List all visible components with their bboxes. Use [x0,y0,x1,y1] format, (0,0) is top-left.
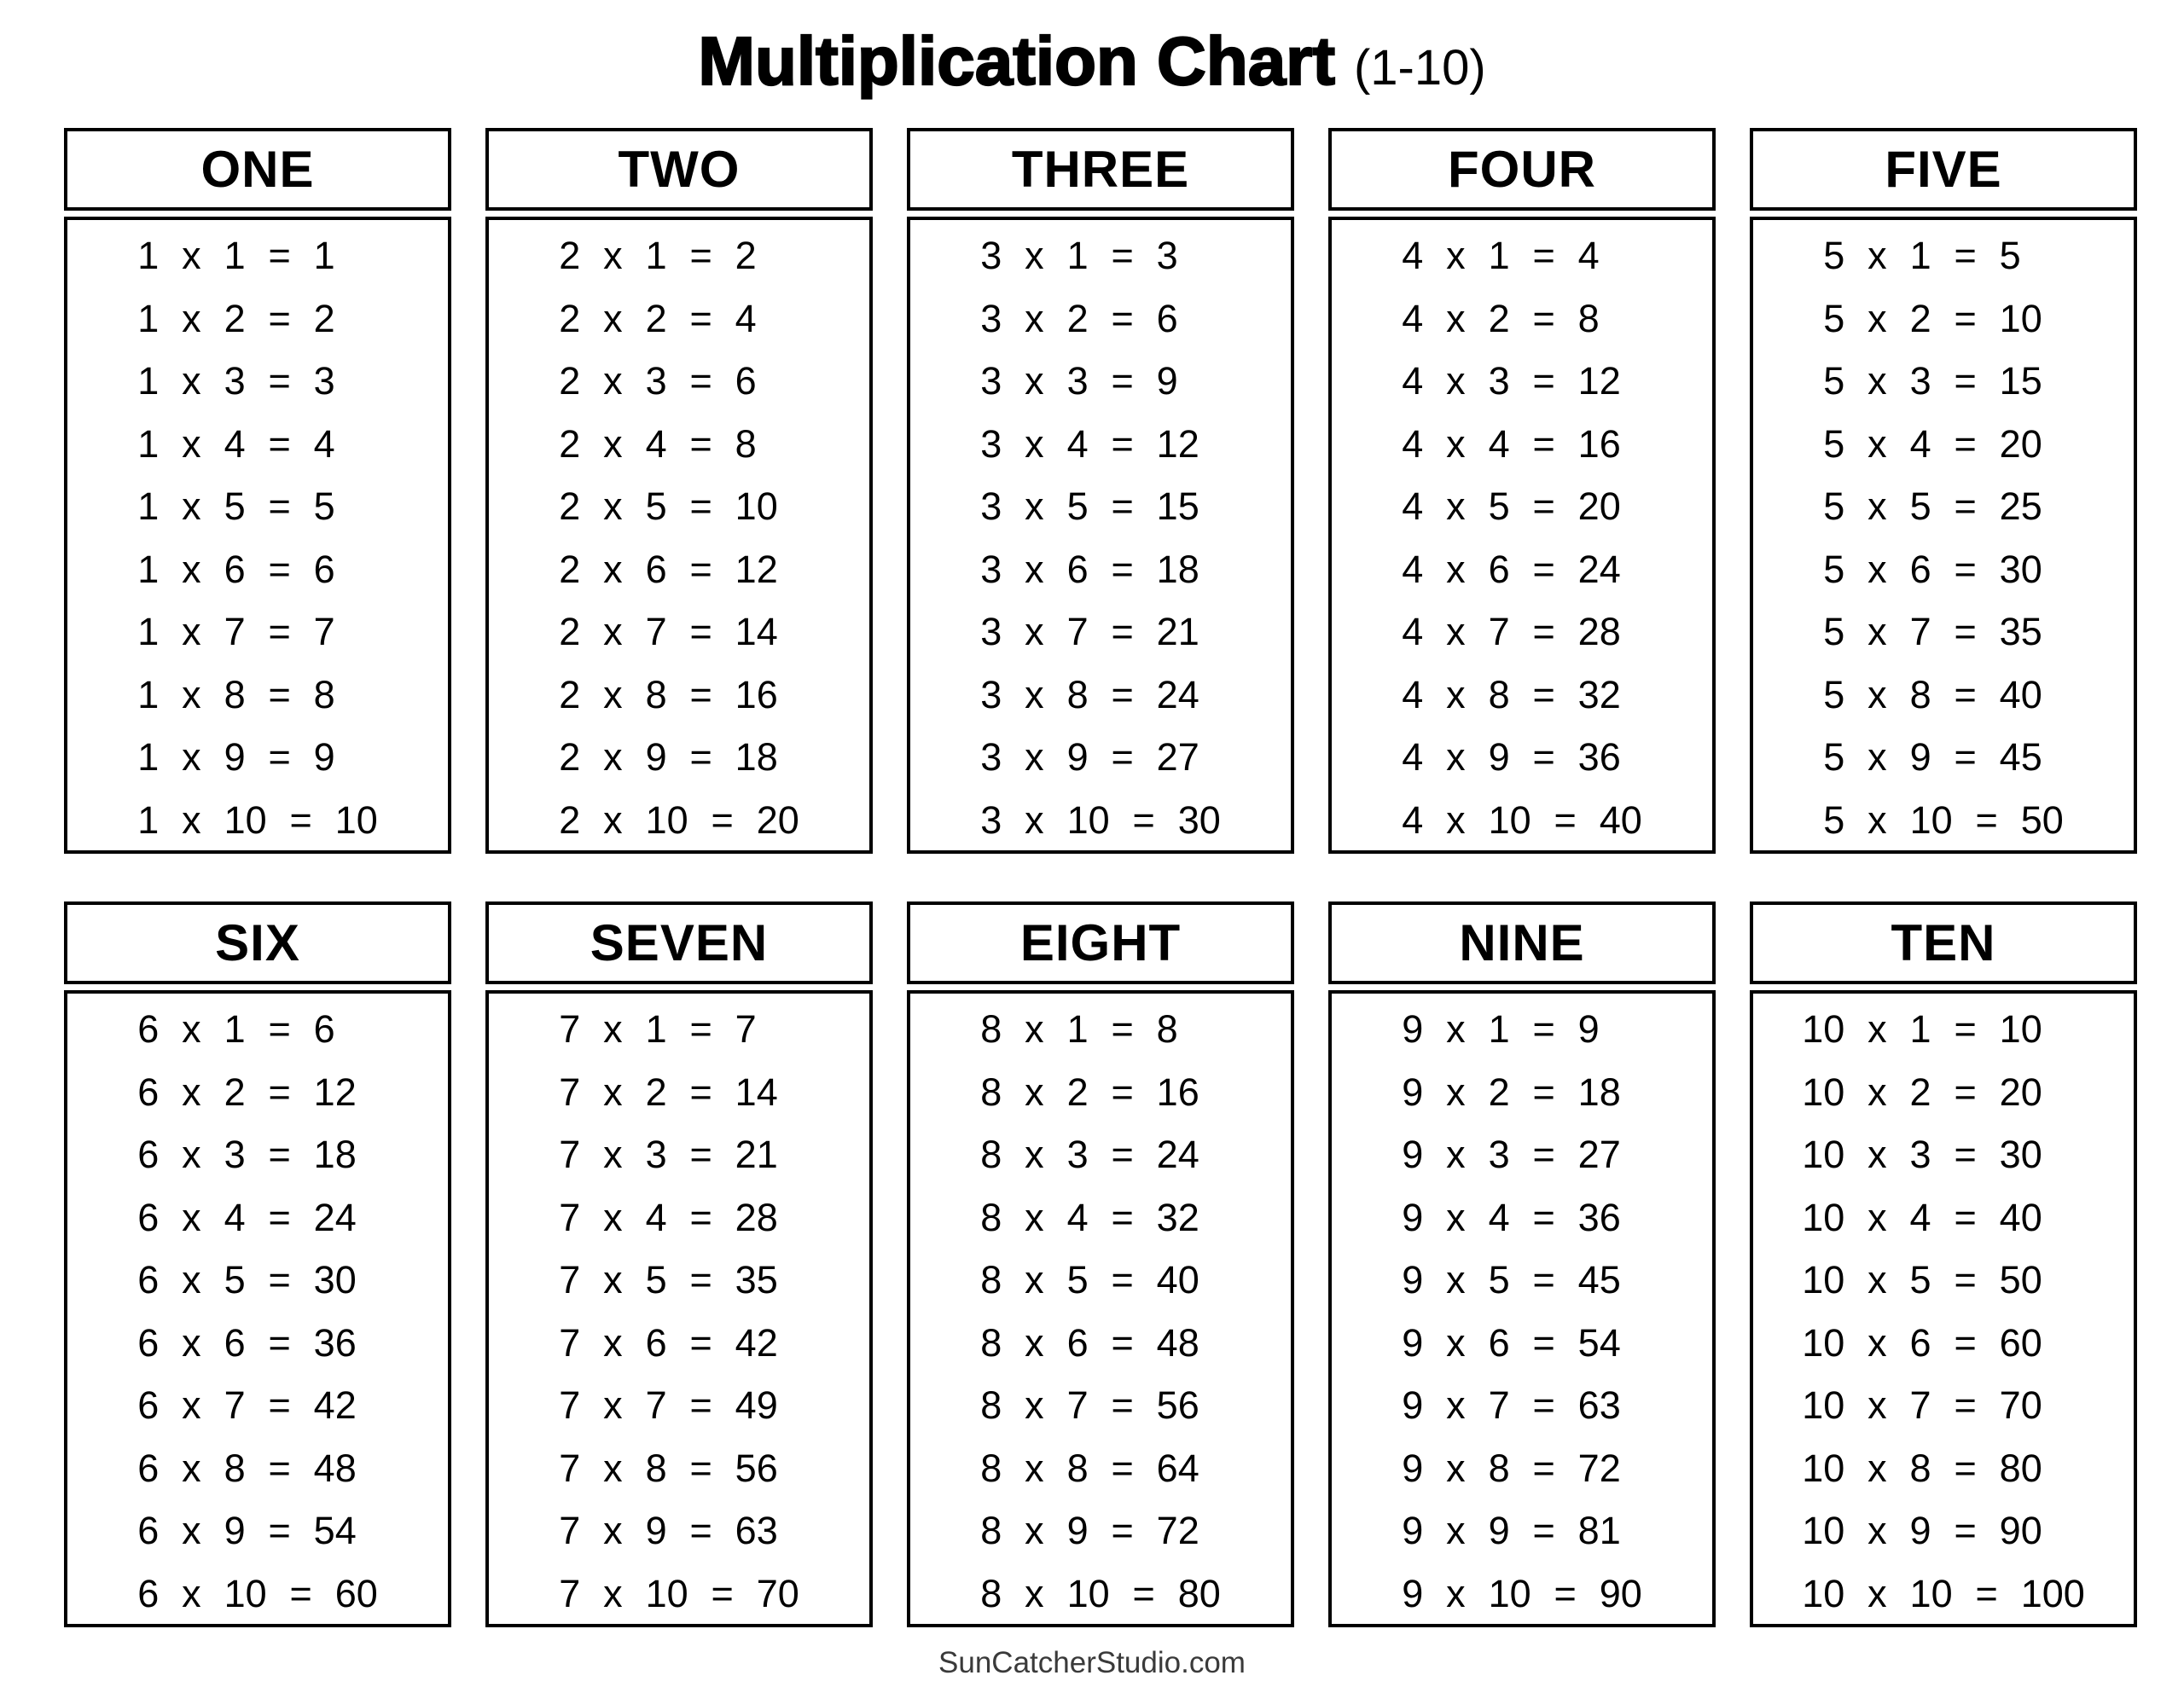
facts-list [1402,998,1642,1624]
fact-row: 10 x 10 = 100 [1802,1571,2085,1615]
fact-row: 10 x 5 = 50 [1802,1258,2042,1301]
card-two [485,128,873,854]
card-title: FOUR [1448,141,1596,198]
card-one [64,128,451,854]
footer [0,1646,2184,1680]
fact-row: 6 x 1 = 6 [137,1007,335,1051]
fact-row: 6 x 2 = 12 [137,1070,357,1114]
fact-row: 7 x 7 = 49 [559,1383,778,1427]
card-two-header [485,128,873,211]
fact-row: 3 x 8 = 24 [980,672,1199,716]
fact-row: 4 x 2 = 8 [1402,296,1600,340]
fact-row: 10 x 9 = 90 [1802,1509,2042,1552]
facts-list [137,998,378,1624]
fact-row: 8 x 8 = 64 [980,1446,1199,1490]
card-title: NINE [1459,914,1585,971]
card-two-body [485,217,873,854]
fact-row: 9 x 9 = 81 [1402,1509,1621,1552]
card-title: TEN [1891,914,1996,971]
fact-row: 10 x 2 = 20 [1802,1070,2042,1114]
fact-row: 9 x 1 = 9 [1402,1007,1600,1051]
fact-row: 9 x 3 = 27 [1402,1133,1621,1176]
card-title: SEVEN [590,914,769,971]
fact-row: 8 x 1 = 8 [980,1007,1178,1051]
fact-row: 3 x 9 = 27 [980,735,1199,779]
fact-row: 8 x 6 = 48 [980,1320,1199,1365]
fact-row: 5 x 6 = 30 [1823,547,2042,591]
fact-row: 2 x 4 = 8 [559,421,757,466]
card-five-body [1750,217,2137,854]
fact-row: 7 x 4 = 28 [559,1195,778,1239]
fact-row: 2 x 5 = 10 [559,484,778,528]
fact-row: 4 x 9 = 36 [1402,735,1621,779]
card-title: TWO [618,141,741,198]
fact-row: 6 x 3 = 18 [137,1133,357,1176]
fact-row: 6 x 8 = 48 [137,1446,357,1490]
fact-row: 4 x 5 = 20 [1402,484,1621,528]
fact-row: 1 x 2 = 2 [137,296,335,340]
fact-row: 7 x 6 = 42 [559,1320,778,1365]
fact-row: 7 x 9 = 63 [559,1509,778,1552]
fact-row: 6 x 4 = 24 [137,1195,357,1239]
card-one-header [64,128,451,211]
fact-row: 8 x 2 = 16 [980,1070,1199,1114]
fact-row: 7 x 3 = 21 [559,1133,778,1176]
card-ten [1750,901,2137,1627]
card-five-header [1750,128,2137,211]
card-seven [485,901,873,1627]
card-three [907,128,1294,854]
fact-row: 1 x 10 = 10 [137,797,378,842]
fact-row: 6 x 6 = 36 [137,1320,357,1365]
fact-row: 3 x 10 = 30 [980,797,1221,842]
fact-row: 5 x 10 = 50 [1823,797,2064,842]
fact-row: 2 x 6 = 12 [559,547,778,591]
card-three-body [907,217,1294,854]
fact-row: 3 x 2 = 6 [980,296,1178,340]
fact-row: 6 x 5 = 30 [137,1258,357,1301]
fact-row: 4 x 3 = 12 [1402,359,1621,403]
fact-row: 2 x 10 = 20 [559,797,799,842]
card-five [1750,128,2137,854]
page-title [0,0,2184,128]
card-nine [1328,901,1716,1627]
card-one-body [64,217,451,854]
card-nine-body [1328,990,1716,1627]
fact-row: 1 x 5 = 5 [137,484,335,528]
fact-row: 2 x 9 = 18 [559,735,778,779]
fact-row: 9 x 7 = 63 [1402,1383,1621,1427]
fact-row: 10 x 1 = 10 [1802,1007,2042,1051]
card-title: FIVE [1885,141,2002,198]
facts-list [559,224,799,850]
facts-list [980,998,1221,1624]
fact-row: 10 x 6 = 60 [1802,1320,2042,1365]
fact-row: 1 x 9 = 9 [137,735,335,779]
chart-title: Multiplication Chart [698,23,1335,99]
fact-row: 5 x 1 = 5 [1823,234,2021,277]
fact-row: 2 x 1 = 2 [559,234,757,277]
facts-list [559,998,799,1624]
fact-row: 3 x 1 = 3 [980,234,1178,277]
card-six-header [64,901,451,984]
fact-row: 1 x 7 = 7 [137,610,335,653]
fact-row: 3 x 3 = 9 [980,359,1178,403]
fact-row: 4 x 6 = 24 [1402,547,1621,591]
card-ten-body [1750,990,2137,1627]
fact-row: 8 x 10 = 80 [980,1571,1221,1615]
fact-row: 5 x 3 = 15 [1823,359,2042,403]
fact-row: 6 x 9 = 54 [137,1509,357,1552]
card-six [64,901,451,1627]
fact-row: 9 x 5 = 45 [1402,1258,1621,1301]
fact-row: 4 x 8 = 32 [1402,672,1621,716]
fact-row: 8 x 9 = 72 [980,1509,1199,1552]
fact-row: 5 x 7 = 35 [1823,610,2042,653]
fact-row: 9 x 8 = 72 [1402,1446,1621,1490]
facts-list [1823,224,2064,850]
fact-row: 5 x 8 = 40 [1823,672,2042,716]
card-title: SIX [215,914,300,971]
fact-row: 7 x 1 = 7 [559,1007,757,1051]
fact-row: 10 x 7 = 70 [1802,1383,2042,1427]
card-title: EIGHT [1019,914,1182,971]
fact-row: 10 x 8 = 80 [1802,1446,2042,1490]
fact-row: 3 x 5 = 15 [980,484,1199,528]
fact-row: 7 x 5 = 35 [559,1258,778,1301]
cards-grid [64,128,2137,1627]
fact-row: 2 x 8 = 16 [559,672,778,716]
fact-row: 8 x 3 = 24 [980,1133,1199,1176]
fact-row: 5 x 5 = 25 [1823,484,2042,528]
card-six-body [64,990,451,1627]
fact-row: 7 x 8 = 56 [559,1446,778,1490]
chart-title-range: (1-10) [1353,40,1486,96]
fact-row: 9 x 4 = 36 [1402,1195,1621,1239]
card-title: ONE [200,141,315,198]
card-three-header [907,128,1294,211]
facts-list [137,224,378,850]
fact-row: 1 x 6 = 6 [137,547,335,591]
fact-row: 5 x 4 = 20 [1823,421,2042,466]
fact-row: 4 x 10 = 40 [1402,797,1642,842]
card-ten-header [1750,901,2137,984]
fact-row: 5 x 2 = 10 [1823,296,2042,340]
fact-row: 3 x 4 = 12 [980,421,1199,466]
card-eight-body [907,990,1294,1627]
card-seven-body [485,990,873,1627]
fact-row: 7 x 2 = 14 [559,1070,778,1114]
fact-row: 6 x 10 = 60 [137,1571,378,1615]
card-nine-header [1328,901,1716,984]
card-title: THREE [1011,141,1190,198]
card-four-header [1328,128,1716,211]
facts-list [980,224,1221,850]
card-seven-header [485,901,873,984]
fact-row: 6 x 7 = 42 [137,1383,357,1427]
card-four [1328,128,1716,854]
fact-row: 4 x 4 = 16 [1402,421,1621,466]
fact-row: 3 x 6 = 18 [980,547,1199,591]
card-eight [907,901,1294,1627]
fact-row: 2 x 2 = 4 [559,296,757,340]
fact-row: 10 x 3 = 30 [1802,1133,2042,1176]
fact-row: 4 x 1 = 4 [1402,234,1600,277]
fact-row: 2 x 7 = 14 [559,610,778,653]
fact-row: 9 x 2 = 18 [1402,1070,1621,1114]
card-four-body [1328,217,1716,854]
fact-row: 1 x 3 = 3 [137,359,335,403]
fact-row: 1 x 4 = 4 [137,421,335,466]
fact-row: 1 x 8 = 8 [137,672,335,716]
fact-row: 10 x 4 = 40 [1802,1195,2042,1239]
fact-row: 5 x 9 = 45 [1823,735,2042,779]
fact-row: 1 x 1 = 1 [137,234,335,277]
fact-row: 9 x 10 = 90 [1402,1571,1642,1615]
fact-row: 9 x 6 = 54 [1402,1320,1621,1365]
fact-row: 4 x 7 = 28 [1402,610,1621,653]
facts-list [1402,224,1642,850]
fact-row: 3 x 7 = 21 [980,610,1199,653]
footer-site-label: SunCatcherStudio.com [938,1646,1246,1679]
fact-row: 2 x 3 = 6 [559,359,757,403]
facts-list [1802,998,2085,1624]
fact-row: 8 x 7 = 56 [980,1383,1199,1427]
fact-row: 8 x 5 = 40 [980,1258,1199,1301]
fact-row: 7 x 10 = 70 [559,1571,799,1615]
fact-row: 8 x 4 = 32 [980,1195,1199,1239]
card-eight-header [907,901,1294,984]
